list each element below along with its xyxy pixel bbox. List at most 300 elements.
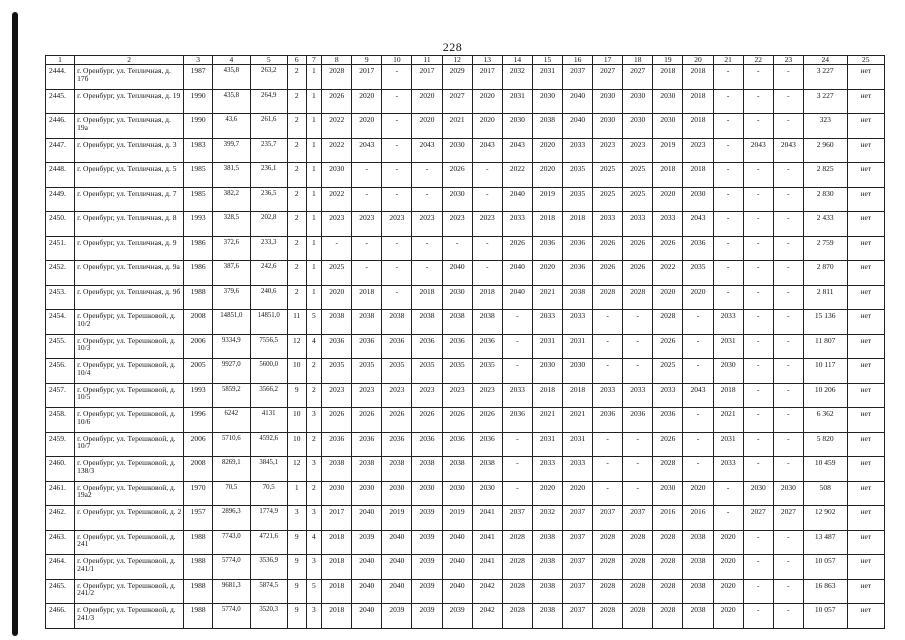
table-cell: 2043 [743, 138, 773, 163]
table-cell: 2036 [352, 432, 382, 457]
column-number-1: 1 [46, 56, 75, 65]
table-cell: 2028 [653, 310, 683, 335]
table-cell: 2038 [412, 457, 442, 482]
table-cell: 2038 [532, 579, 562, 604]
address-cell: г. Оренбург, ул. Терешковой, д. 19а2 [75, 481, 184, 506]
table-row [46, 163, 885, 188]
table-cell: 2030 [352, 481, 382, 506]
table-cell: 2022 [502, 163, 532, 188]
table-cell: 2037 [502, 506, 532, 531]
table-cell: 2030 [743, 481, 773, 506]
table-cell: 2036 [412, 334, 442, 359]
table-cell: 2038 [683, 579, 713, 604]
row-number: 2445. [46, 89, 75, 114]
table-cell: - [773, 359, 803, 384]
table-cell: 2023 [322, 383, 352, 408]
table-cell: - [713, 187, 743, 212]
table-cell: 2039 [412, 579, 442, 604]
table-cell: 2035 [442, 359, 472, 384]
table-cell: 2036 [563, 261, 593, 286]
row-number: 2463. [46, 530, 75, 555]
table-cell: 2040 [382, 555, 412, 580]
cost-cell: 2 759 [803, 236, 847, 261]
cost-cell: 10 206 [803, 383, 847, 408]
table-cell: 2019 [653, 138, 683, 163]
area-cell: 202,8 [250, 212, 287, 237]
area-cell: 387,6 [213, 261, 250, 286]
table-cell: - [713, 65, 743, 90]
column-number-23: 23 [773, 56, 803, 65]
area-cell: 2896,3 [213, 506, 250, 531]
area-cell: 4721,6 [250, 530, 287, 555]
table-cell: - [502, 481, 532, 506]
table-cell: 2020 [713, 530, 743, 555]
table-cell: 2020 [713, 604, 743, 629]
address-cell: г. Оренбург, ул. Терешковой, д. 138/3 [75, 457, 184, 482]
table-cell: 2038 [472, 310, 502, 335]
status-cell: нет [847, 89, 885, 114]
table-cell: - [713, 138, 743, 163]
table-cell: - [352, 187, 382, 212]
table-cell: 2038 [352, 457, 382, 482]
table-cell: 2030 [442, 481, 472, 506]
table-cell: 2036 [382, 334, 412, 359]
table-cell: 2038 [322, 457, 352, 482]
table-cell: 2018 [322, 579, 352, 604]
table-cell: 2033 [502, 212, 532, 237]
table-cell: 2035 [352, 359, 382, 384]
table-cell: 1988 [184, 604, 213, 629]
table-cell: 2043 [502, 138, 532, 163]
table-cell: - [743, 359, 773, 384]
table-cell: 3 [306, 408, 322, 433]
table-cell: 2017 [352, 65, 382, 90]
table-cell: 2025 [593, 187, 623, 212]
cost-cell: 508 [803, 481, 847, 506]
table-cell: 2018 [472, 285, 502, 310]
table-cell: - [773, 89, 803, 114]
table-cell: 2036 [502, 408, 532, 433]
column-number-10: 10 [382, 56, 412, 65]
table-row [46, 604, 885, 629]
row-number: 2454. [46, 310, 75, 335]
table-cell: 2037 [563, 530, 593, 555]
table-cell: 2018 [563, 212, 593, 237]
table-cell: 2036 [623, 408, 653, 433]
table-cell: 2033 [593, 212, 623, 237]
row-number: 2449. [46, 187, 75, 212]
area-cell: 5774,0 [213, 604, 250, 629]
table-cell: 2028 [502, 604, 532, 629]
table-cell: 2027 [743, 506, 773, 531]
table-cell: - [593, 334, 623, 359]
column-number-14: 14 [502, 56, 532, 65]
cost-cell: 10 117 [803, 359, 847, 384]
table-cell: - [713, 89, 743, 114]
row-number: 2451. [46, 236, 75, 261]
table-row [46, 579, 885, 604]
table-cell: 2031 [563, 334, 593, 359]
address-cell: г. Оренбург, ул. Терешковой, д. 10/6 [75, 408, 184, 433]
row-number: 2458. [46, 408, 75, 433]
table-cell: - [382, 65, 412, 90]
table-cell: 2040 [442, 555, 472, 580]
table-cell: 2033 [563, 310, 593, 335]
table-cell: 2043 [352, 138, 382, 163]
page-number: 228 [442, 40, 463, 54]
table-cell: 2021 [563, 408, 593, 433]
table-cell: 2043 [472, 138, 502, 163]
address-cell: г. Оренбург, ул. Терешковой, д. 2 [75, 506, 184, 531]
table-cell: 2018 [683, 65, 713, 90]
table-cell: 2 [287, 65, 306, 90]
table-cell: - [593, 310, 623, 335]
table-cell: 2017 [322, 506, 352, 531]
table-cell: 2018 [532, 212, 562, 237]
table-cell: 2025 [593, 163, 623, 188]
table-cell: - [743, 530, 773, 555]
table-cell: 1 [287, 481, 306, 506]
table-cell: 10 [287, 432, 306, 457]
area-cell: 235,7 [250, 138, 287, 163]
table-cell: 2036 [563, 236, 593, 261]
table-cell: - [382, 285, 412, 310]
table-cell: 9 [287, 555, 306, 580]
area-cell: 242,6 [250, 261, 287, 286]
table-cell: 2 [287, 187, 306, 212]
table-cell: - [743, 408, 773, 433]
table-cell: - [743, 187, 773, 212]
area-cell: 328,5 [213, 212, 250, 237]
table-cell: 2038 [322, 310, 352, 335]
table-row [46, 65, 885, 90]
table-cell: 1988 [184, 530, 213, 555]
table-cell: 2023 [412, 212, 442, 237]
table-cell: 5 [306, 579, 322, 604]
table-cell: 2042 [472, 604, 502, 629]
table-cell: 2006 [184, 334, 213, 359]
column-number-18: 18 [623, 56, 653, 65]
address-cell: г. Оренбург, ул. Тепличная, д. 9 [75, 236, 184, 261]
column-number-17: 17 [593, 56, 623, 65]
table-cell: 2022 [322, 187, 352, 212]
table-cell: 2023 [623, 138, 653, 163]
table-cell: 2035 [472, 359, 502, 384]
table-cell: - [472, 187, 502, 212]
table-cell: 2023 [472, 212, 502, 237]
address-cell: г. Оренбург, ул. Терешковой, д. 10/2 [75, 310, 184, 335]
table-cell: 2039 [442, 604, 472, 629]
table-cell: - [713, 285, 743, 310]
status-cell: нет [847, 530, 885, 555]
table-cell: 2031 [713, 334, 743, 359]
table-cell: 2036 [653, 408, 683, 433]
table-cell: 2008 [184, 310, 213, 335]
table-cell: 2 [287, 163, 306, 188]
table-cell: 2033 [563, 457, 593, 482]
table-cell: 11 [287, 310, 306, 335]
table-cell: 2018 [563, 383, 593, 408]
column-number-4: 4 [213, 56, 250, 65]
table-cell: 2016 [683, 506, 713, 531]
table-cell: - [743, 334, 773, 359]
table-cell: - [773, 65, 803, 90]
row-number: 2444. [46, 65, 75, 90]
registry-table-container [45, 55, 885, 629]
area-cell: 70,5 [213, 481, 250, 506]
address-cell: г. Оренбург, ул. Терешковой, д. 10/3 [75, 334, 184, 359]
table-cell: 2033 [653, 383, 683, 408]
table-cell: 2026 [653, 334, 683, 359]
table-cell: 10 [287, 359, 306, 384]
table-cell: 2028 [623, 285, 653, 310]
table-cell: 2040 [502, 187, 532, 212]
table-row [46, 89, 885, 114]
table-cell: - [743, 310, 773, 335]
row-number: 2455. [46, 334, 75, 359]
table-cell: 2036 [442, 334, 472, 359]
column-number-3: 3 [184, 56, 213, 65]
table-cell: 2023 [322, 212, 352, 237]
row-number: 2446. [46, 114, 75, 139]
table-row [46, 334, 885, 359]
table-cell: - [773, 261, 803, 286]
table-cell: - [773, 310, 803, 335]
area-cell: 381,5 [213, 163, 250, 188]
table-cell: 2020 [322, 285, 352, 310]
table-cell: 1 [306, 114, 322, 139]
table-cell: - [773, 163, 803, 188]
status-cell: нет [847, 114, 885, 139]
table-cell: 2019 [382, 506, 412, 531]
cost-cell: 15 136 [803, 310, 847, 335]
table-cell: - [412, 261, 442, 286]
row-number: 2450. [46, 212, 75, 237]
table-row [46, 236, 885, 261]
table-cell: 2030 [472, 481, 502, 506]
table-cell: 2023 [442, 383, 472, 408]
table-cell: - [623, 457, 653, 482]
column-number-row [46, 56, 885, 65]
table-row [46, 530, 885, 555]
table-cell: 2037 [563, 555, 593, 580]
area-cell: 5774,0 [213, 555, 250, 580]
table-cell: 2025 [322, 261, 352, 286]
table-cell: 2026 [593, 261, 623, 286]
column-number-12: 12 [442, 56, 472, 65]
table-cell: 1990 [184, 114, 213, 139]
table-row [46, 114, 885, 139]
area-cell: 3845,1 [250, 457, 287, 482]
area-cell: 9334,9 [213, 334, 250, 359]
table-cell: 2040 [563, 89, 593, 114]
table-cell: 1957 [184, 506, 213, 531]
table-cell: 2028 [623, 604, 653, 629]
table-row [46, 310, 885, 335]
table-cell: 12 [287, 334, 306, 359]
table-cell: 2037 [563, 506, 593, 531]
table-cell: 2041 [472, 555, 502, 580]
table-cell: - [743, 261, 773, 286]
table-cell: - [683, 408, 713, 433]
table-cell: - [683, 432, 713, 457]
table-cell: 2036 [442, 432, 472, 457]
table-cell: 2022 [322, 138, 352, 163]
address-cell: г. Оренбург, ул. Тепличная, д. 7 [75, 187, 184, 212]
table-row [46, 432, 885, 457]
table-cell: 2030 [322, 481, 352, 506]
table-cell: - [412, 236, 442, 261]
table-cell: 2020 [472, 89, 502, 114]
table-cell: - [773, 212, 803, 237]
table-cell: - [743, 383, 773, 408]
table-cell: 2035 [382, 359, 412, 384]
table-cell: 3 [306, 457, 322, 482]
cost-cell: 3 227 [803, 65, 847, 90]
table-cell: 2038 [532, 604, 562, 629]
table-cell: - [382, 187, 412, 212]
area-cell: 7556,5 [250, 334, 287, 359]
table-cell: 2018 [322, 555, 352, 580]
status-cell: нет [847, 457, 885, 482]
area-cell: 233,3 [250, 236, 287, 261]
table-cell: 10 [287, 408, 306, 433]
table-cell: 2030 [593, 114, 623, 139]
table-cell: - [773, 555, 803, 580]
table-row [46, 187, 885, 212]
table-cell: 2025 [623, 187, 653, 212]
row-number: 2453. [46, 285, 75, 310]
area-cell: 14851,0 [250, 310, 287, 335]
table-cell: 2030 [532, 359, 562, 384]
table-cell: 2020 [532, 261, 562, 286]
table-cell: - [773, 334, 803, 359]
table-cell: - [472, 236, 502, 261]
table-cell: 2039 [382, 604, 412, 629]
table-cell: 2036 [322, 432, 352, 457]
table-cell: 12 [287, 457, 306, 482]
area-cell: 6242 [213, 408, 250, 433]
table-cell: 2027 [623, 65, 653, 90]
table-cell: 1 [306, 285, 322, 310]
table-cell: 2030 [653, 114, 683, 139]
cost-cell: 3 227 [803, 89, 847, 114]
area-cell: 5859,2 [213, 383, 250, 408]
table-cell: 2038 [442, 457, 472, 482]
table-cell: 2023 [683, 138, 713, 163]
area-cell: 8269,1 [213, 457, 250, 482]
table-row [46, 138, 885, 163]
cost-cell: 10 057 [803, 604, 847, 629]
area-cell: 382,2 [213, 187, 250, 212]
table-cell: - [743, 212, 773, 237]
cost-cell: 2 830 [803, 187, 847, 212]
binder-bar [12, 12, 18, 636]
table-cell: 2037 [593, 506, 623, 531]
table-cell: 2027 [593, 65, 623, 90]
table-cell: 2038 [683, 604, 713, 629]
table-cell: 2026 [412, 408, 442, 433]
table-cell: 2021 [532, 408, 562, 433]
table-row [46, 383, 885, 408]
table-cell: - [623, 310, 653, 335]
table-cell: 2035 [322, 359, 352, 384]
address-cell: г. Оренбург, ул. Терешковой, д. 10/7 [75, 432, 184, 457]
table-cell: 2018 [532, 383, 562, 408]
table-cell: 2026 [322, 408, 352, 433]
table-cell: 1988 [184, 579, 213, 604]
table-cell: 9 [287, 383, 306, 408]
table-cell: 1993 [184, 212, 213, 237]
table-cell: - [773, 432, 803, 457]
status-cell: нет [847, 383, 885, 408]
table-cell: 2030 [653, 481, 683, 506]
table-cell: 2016 [653, 506, 683, 531]
table-cell: - [743, 457, 773, 482]
table-cell: 2036 [322, 334, 352, 359]
table-cell: - [472, 163, 502, 188]
status-cell: нет [847, 579, 885, 604]
column-number-6: 6 [287, 56, 306, 65]
row-number: 2447. [46, 138, 75, 163]
table-cell: - [683, 457, 713, 482]
status-cell: нет [847, 604, 885, 629]
status-cell: нет [847, 138, 885, 163]
table-cell: 2022 [653, 261, 683, 286]
column-number-9: 9 [352, 56, 382, 65]
table-cell: 1970 [184, 481, 213, 506]
table-cell: 2030 [442, 285, 472, 310]
table-cell: 2023 [352, 212, 382, 237]
table-cell: - [713, 236, 743, 261]
column-number-8: 8 [322, 56, 352, 65]
table-cell: 2028 [593, 285, 623, 310]
table-cell: 2030 [653, 89, 683, 114]
table-cell: 2038 [563, 285, 593, 310]
table-cell: 2028 [593, 579, 623, 604]
table-cell: 2 [306, 383, 322, 408]
table-cell: 2017 [412, 65, 442, 90]
table-cell: - [502, 310, 532, 335]
table-cell: - [412, 187, 442, 212]
table-cell: 2030 [593, 89, 623, 114]
table-cell: 2006 [184, 432, 213, 457]
table-cell: 2038 [412, 310, 442, 335]
table-cell: 2 [287, 236, 306, 261]
status-cell: нет [847, 65, 885, 90]
table-cell: - [743, 285, 773, 310]
table-cell: 2033 [532, 457, 562, 482]
status-cell: нет [847, 310, 885, 335]
table-cell: 2038 [382, 457, 412, 482]
table-cell: - [773, 236, 803, 261]
table-cell: 2036 [412, 432, 442, 457]
row-number: 2465. [46, 579, 75, 604]
column-number-20: 20 [683, 56, 713, 65]
table-cell: 2031 [563, 432, 593, 457]
table-cell: - [382, 163, 412, 188]
column-number-2: 2 [75, 56, 184, 65]
table-cell: - [743, 236, 773, 261]
registry-table [45, 55, 885, 629]
table-cell: - [743, 163, 773, 188]
table-cell: 2035 [412, 359, 442, 384]
table-cell: 2031 [713, 432, 743, 457]
table-cell: 1988 [184, 285, 213, 310]
table-cell: 2 [287, 285, 306, 310]
address-cell: г. Оренбург, ул. Терешковой, д. 241 [75, 530, 184, 555]
row-number: 2452. [46, 261, 75, 286]
